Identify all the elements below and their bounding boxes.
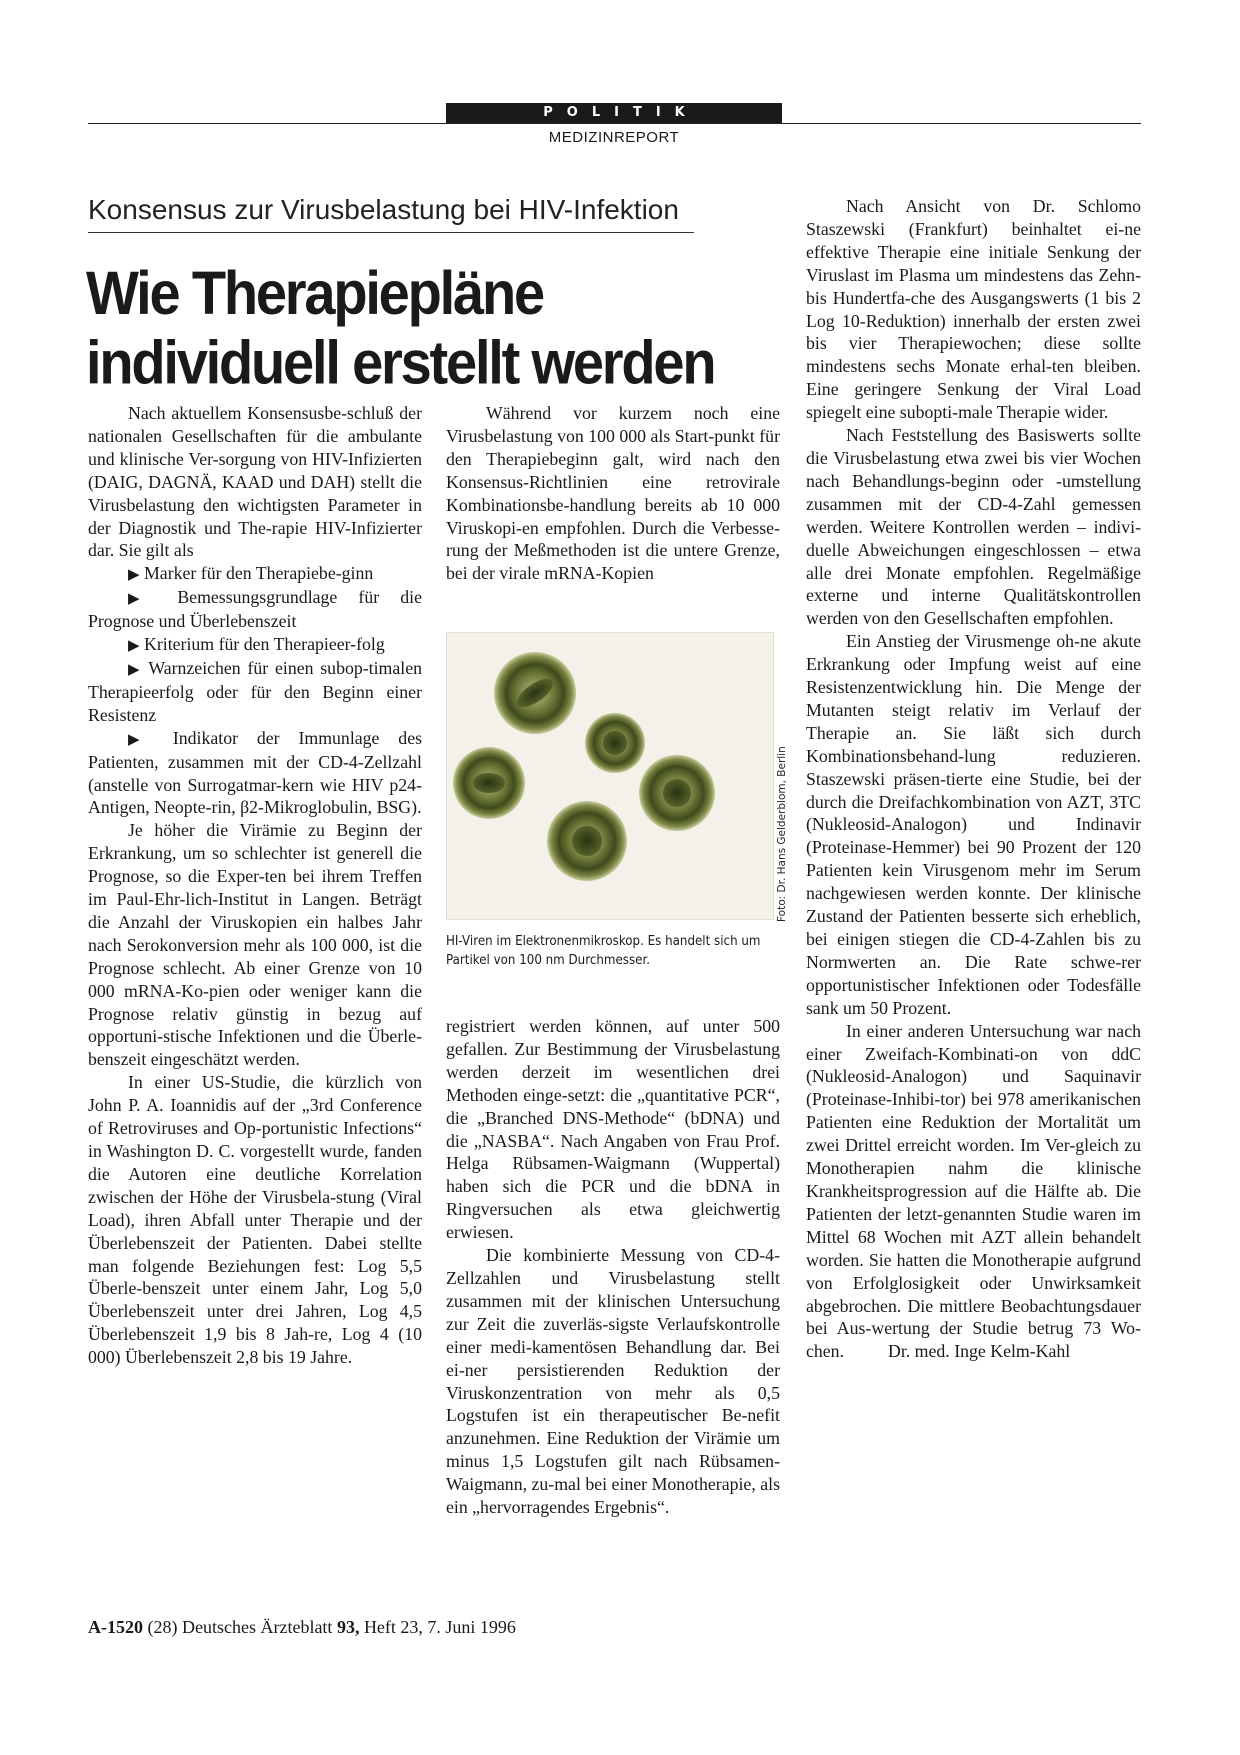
virus-particles-illustration <box>447 633 773 919</box>
header-rule <box>88 123 1141 124</box>
list-item-text: Marker für den Therapiebe-ginn <box>144 563 374 584</box>
virus-particle <box>585 713 645 773</box>
triangle-bullet-icon: ▶ <box>128 565 140 584</box>
triangle-bullet-icon: ▶ <box>128 729 154 748</box>
paragraph: Nach Feststellung des Basiswerts sollte die Virusbelastung etwa zwei bis vier Wochen nach Behandlungs-beginn oder -umstellung zusammen mit der CD-4-Zahl gemessen werden. Weitere Kontrollen werden – indivi-duelle Abweichungen eingeschlossen – etwa alle drei Monate empfohlen. Regelmäßige externe und interne Qualitätskontrollen werden von den Gesellschaften empfohlen. <box>806 425 1141 629</box>
virus-particle <box>494 652 576 734</box>
list-item-text: Kriterium für den Therapieer-folg <box>144 634 385 655</box>
paragraph: Während vor kurzem noch eine Virusbelastung von 100 000 als Start-punkt für den Therapiebeginn galt, wird nach den Konsensus-Richtlinien eine retrovirale Kombinationsbe-handlung bereits ab 10 000 Viruskopi-en empfohlen. Durch die Verbesse-rung der Meßmethoden ist die untere Grenze, bei der virale mRNA-Kopien <box>446 403 780 584</box>
list-item <box>88 562 422 586</box>
column-2-bottom <box>446 1015 780 1519</box>
section-label: POLITIK <box>446 103 782 123</box>
kicker-rule <box>88 232 694 233</box>
photo-credit <box>776 636 794 922</box>
list-item <box>88 657 422 727</box>
triangle-bullet-icon: ▶ <box>128 636 140 655</box>
headline-line-1: Wie Therapiepläne <box>86 258 543 328</box>
photo-credit-text: Foto: Dr. Hans Gelderblom, Berlin <box>776 746 788 922</box>
figure-caption: HI-Viren im Elektronenmikroskop. Es handelt sich um Partikel von 100 nm Durchmesser. <box>446 933 761 968</box>
paragraph: Ein Anstieg der Virusmenge oh-ne akute Erkrankung oder Impfung weist auf eine Resistenzentwicklung hin. Die Menge der Mutanten steigt relativ im Verlauf der Therapie an. Sie läßt sich durch Kombinationsbehand-lung reduzieren. Staszewski präsen-tierte eine Studie, bei der durch die Dreifachkombination von AZT, 3TC (Nukleosid-Analogon) und Indinavir (Proteinase-Hemmer) bei 90 Prozent der 120 Patienten kein Virusgenom mehr im Serum nachgewiesen werden konnte. Der klinische Zustand der Patienten besserte sich erheblich, bei einigen stiegen die CD-4-Zahlen bis zu Normwerten an. Die Rate schwe-rer opportunistischer Infektionen oder Todesfälle sank um 50 Prozent. <box>806 631 1141 1018</box>
paragraph: Nach Ansicht von Dr. Schlomo Staszewski (Frankfurt) beinhaltet ei-ne effektive Therapie eine initiale Senkung der Viruslast im Plasma um mindestens das Zehn- bis Hundertfa-che des Ausgangswerts (1 bis 2 Log 10-Reduktion) innerhalb der ersten zwei bis vier Therapiewochen; diese sollte mindestens sechs Monate erhal-ten bleiben. Eine geringere Senkung der Viral Load spiegelt eine subopti-male Therapie wider. <box>806 196 1141 423</box>
paragraph: registriert werden können, auf unter 500 gefallen. Zur Bestimmung der Virusbelastung werden derzeit im wesentlichen drei Methoden einge-setzt: die „quantitative PCR“, die „Branched DNS-Methode“ (bDNA) und die „NASBA“. Nach Angaben von Frau Prof. Helga Rübsamen-Waigmann (Wuppertal) haben sich die PCR und die bDNA in Ringversuchen als etwa gleichwertig erwiesen. <box>446 1016 780 1243</box>
paragraph: Die kombinierte Messung von CD-4-Zellzahlen und Virusbelastung stellt zusammen mit der klinischen Untersuchung zur Zeit die zuverläs-sigste Verlaufskontrolle einer medi-kamentösen Behandlung dar. Bei ei-ner persistierenden Reduktion der Viruskonzentration von mehr als 0,5 Logstufen ist ein therapeutischer Be-nefit anzunehmen. Eine Reduktion der Virämie um minus 1,5 Logstufen gilt nach Rübsamen-Waigmann, zu-mal bei einer Monotherapie, als ein „hervorragendes Ergebnis“. <box>446 1245 780 1518</box>
paragraph: In einer US-Studie, die kürzlich von John P. A. Ioannidis auf der „3rd Conference of Retroviruses and Op-portunistic Infections“ in Washington D. C. vorgestellt wurde, fanden die Autoren eine deutliche Korrelation zwischen der Höhe der Virusbela-stung (Viral Load), ihren Abfall unter Therapie und der Überlebenszeit der Patienten. Dabei stellte man folgende Beziehungen fest: Log 5,5 Überle-benszeit unter einem Jahr, Log 5,0 Überlebenszeit unter drei Jahren, Log 4,5 Überlebenszeit 1,9 bis 8 Jah-re, Log 4 (10 000) Überlebenszeit 2,8 bis 19 Jahre. <box>88 1072 422 1368</box>
list-item-text: Bemessungsgrundlage für die Prognose und Überlebenszeit <box>88 587 422 632</box>
author-signature: Dr. med. Inge Kelm-Kahl <box>888 1341 1071 1362</box>
footer-issue-suffix: Heft 23, 7. Juni 1996 <box>363 1617 516 1637</box>
paragraph <box>806 1020 1141 1364</box>
footer-issue-prefix: (28) Deutsches Ärzteblatt <box>147 1617 333 1637</box>
paragraph: Je höher die Virämie zu Beginn der Erkrankung, um so schlechter ist generell die Prognose, so die Exper-ten bei ihrem Treffen im Paul-Ehr-lich-Institut in Langen. Beträgt die Anzahl der Viruskopien ein halbes Jahr nach Serokonversion mehr als 100 000, ist die Prognose schlecht. Ab einer Grenze von 10 000 mRNA-Ko-pien oder weniger kann die Prognose relativ günstig in bezug auf opportuni-stische Infektionen und die Überle-benszeit eingeschätzt werden. <box>88 820 422 1070</box>
list-item <box>88 727 422 820</box>
triangle-bullet-icon: ▶ <box>128 659 142 678</box>
virus-particle <box>547 801 627 881</box>
article-kicker: Konsensus zur Virusbelastung bei HIV-Infektion <box>88 194 679 225</box>
list-item-text: Indikator der Immunlage des Patienten, zusammen mit der CD-4-Zellzahl (anstelle von Surrogatmar-kern wie HIV p24-Antigen, Neopte-rin, β2-Mikroglobulin, BSG). <box>88 727 422 818</box>
paragraph: Nach aktuellem Konsensusbe-schluß der nationalen Gesellschaften für die ambulante und klinische Ver-sorgung von HIV-Infizierten (DAIG, DAGNÄ, KAAD und DAH) stellt die Virusbelastung den wichtigsten Parameter in der Diagnostik und The-rapie HIV-Infizierter dar. Sie gilt als <box>88 403 422 561</box>
list-item <box>88 633 422 657</box>
paragraph-text: In einer anderen Untersuchung war nach einer Zweifach-Kombinati-on von ddC (Nukleosid-Analogon) und Saquinavir (Proteinase-Inhibi-tor) bei 978 amerikanischen Patienten eine Reduktion der Mortalität um zwei Drittel erreicht worden. Im Ver-gleich zu Monotherapien nahm die klinische Krankheitsprogression auf die Hälfte ab. Die Patienten der letzt-genannten Studie waren im Mittel 68 Wochen mit AZT allein behandelt worden. Sie hatten die Monotherapie aufgrund von Erfolglosigkeit oder Unwirksamkeit abgebrochen. Die mittlere Beobachtungsdauer bei Aus-wertung der Studie betrug 73 Wo-chen. <box>806 1020 1141 1362</box>
list-item-text: Warnzeichen für einen subop-timalen Therapieerfolg oder für den Beginn einer Resistenz <box>88 657 422 725</box>
column-2-top <box>446 402 780 585</box>
page-number: A-1520 <box>88 1617 143 1637</box>
virus-particle <box>639 755 715 831</box>
column-1 <box>88 402 422 1369</box>
page-footer <box>88 1617 516 1638</box>
list-item <box>88 586 422 633</box>
subsection-label: MEDIZINREPORT <box>548 129 680 146</box>
column-3 <box>806 195 1141 1363</box>
article-headline <box>86 258 786 397</box>
triangle-bullet-icon: ▶ <box>128 589 157 608</box>
footer-volume: 93, <box>336 1617 360 1637</box>
headline-line-2: individuell erstellt werden <box>86 327 715 397</box>
hiv-micrograph-image <box>446 632 774 920</box>
virus-particle <box>453 747 525 819</box>
